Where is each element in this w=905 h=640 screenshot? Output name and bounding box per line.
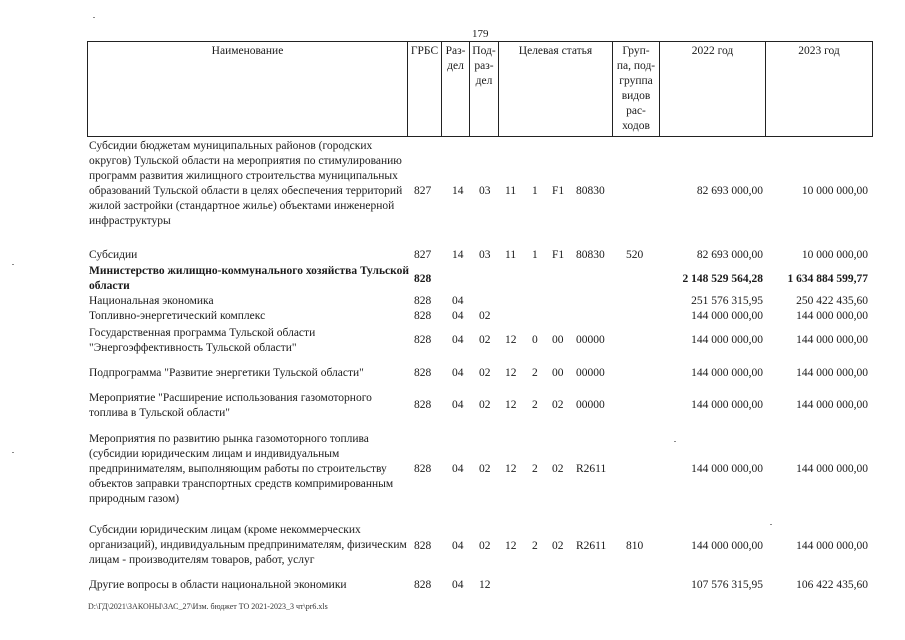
cell-2022: 144 000 000,00	[691, 399, 763, 411]
cell-2022: 144 000 000,00	[691, 367, 763, 379]
row-name: Другие вопросы в области национальной экономики	[89, 579, 347, 591]
cell-rz: 14	[452, 249, 464, 261]
cell-pr: 03	[479, 249, 491, 261]
cell-pr: 03	[479, 185, 491, 197]
cell-cs2: 1	[532, 185, 538, 197]
cell-cs2: 2	[532, 540, 538, 552]
cell-pr: 02	[479, 463, 491, 475]
scan-speck	[674, 441, 676, 442]
row-name: Субсидии юридическим лицам (кроме некоммерческих организаций), индивидуальным предпринимателям, физическим лицам - производителям товаров, работ, услуг	[89, 524, 407, 566]
page-number: 179	[472, 28, 489, 40]
cell-cs3: 02	[552, 463, 564, 475]
cell-rz: 14	[452, 185, 464, 197]
scan-speck	[770, 524, 772, 525]
cell-2023: 10 000 000,00	[801, 249, 868, 261]
header-2022: 2022 год	[691, 45, 734, 57]
cell-2022: 144 000 000,00	[691, 334, 763, 346]
cell-cs4: 00000	[576, 399, 605, 411]
cell-cs2: 0	[532, 334, 538, 346]
cell-2022: 82 693 000,00	[696, 185, 763, 197]
table-top-border	[87, 41, 873, 42]
cell-cs4: 00000	[576, 334, 605, 346]
row-name: Мероприятие "Расширение использования газомоторного топлива в Тульской области"	[89, 392, 372, 419]
scan-speck	[12, 452, 14, 453]
cell-2022: 144 000 000,00	[691, 310, 763, 322]
cell-grbs: 828	[414, 579, 432, 591]
header-2023: 2023 год	[798, 45, 840, 57]
header-expense-group: Груп- па, под- группа видов рас- ходов	[616, 45, 656, 132]
cell-2023: 1 634 884 599,77	[787, 273, 868, 285]
cell-2022: 107 576 315,95	[691, 579, 763, 591]
cell-pr: 02	[479, 310, 491, 322]
cell-grbs: 828	[414, 367, 432, 379]
cell-grbs: 827	[414, 185, 432, 197]
header-bottom-border	[87, 136, 873, 137]
cell-cs2: 2	[532, 463, 538, 475]
cell-rz: 04	[452, 463, 464, 475]
cell-cs1: 11	[505, 249, 517, 261]
cell-cs3: 00	[552, 334, 564, 346]
cell-cs3: F1	[552, 249, 565, 261]
cell-pr: 02	[479, 399, 491, 411]
row-name: Министерство жилищно-коммунального хозяйства Тульской области	[89, 265, 409, 292]
file-path-footer: D:\ГД\2021\ЗАКОНЫ\ЗАС_27\Изм. бюджет ТО 2021-2023_3 чт\pr6.xls	[88, 602, 328, 611]
cell-grbs: 828	[414, 295, 432, 307]
cell-grbs: 828	[414, 540, 432, 552]
row-name: Национальная экономика	[89, 295, 214, 307]
cell-pr: 02	[479, 334, 491, 346]
cell-2022: 2 148 529 564,28	[682, 273, 763, 285]
cell-2023: 144 000 000,00	[796, 399, 868, 411]
row-name: Мероприятия по развитию рынка газомоторного топлива (субсидии юридическим лицам и индивидуальным предпринимателям, выполняющим работы по строительству объектов заправки транспортных средств компримированным природным газом)	[89, 433, 394, 505]
cell-cs4: 80830	[576, 249, 605, 261]
cell-cs2: 2	[532, 399, 538, 411]
row-name: Топливно-энергетический комплекс	[89, 310, 266, 322]
cell-pr: 12	[479, 579, 491, 591]
cell-cs1: 12	[505, 540, 517, 552]
cell-grbs: 828	[414, 310, 432, 322]
col-border	[872, 41, 873, 137]
cell-2023: 144 000 000,00	[796, 310, 868, 322]
cell-2022: 251 576 315,95	[691, 295, 763, 307]
cell-rz: 04	[452, 310, 464, 322]
row-name: Государственная программа Тульской области "Энергоэффективность Тульской области"	[89, 327, 316, 354]
cell-cs4: R2611	[576, 540, 607, 552]
cell-rz: 04	[452, 579, 464, 591]
cell-grbs: 828	[414, 273, 432, 285]
cell-grbs: 828	[414, 399, 432, 411]
header-podrazdel: Под- раз- дел	[472, 45, 496, 87]
scan-speck	[93, 17, 95, 18]
cell-pr: 02	[479, 540, 491, 552]
cell-cs3: F1	[552, 185, 565, 197]
cell-2022: 144 000 000,00	[691, 540, 763, 552]
cell-cs3: 00	[552, 367, 564, 379]
row-name: Подпрограмма "Развитие энергетики Тульской области"	[89, 367, 364, 379]
cell-cs2: 2	[532, 367, 538, 379]
cell-cs1: 11	[505, 185, 517, 197]
header-grbs: ГРБС	[410, 45, 439, 57]
cell-cs3: 02	[552, 399, 564, 411]
header-name: Наименование	[211, 45, 284, 57]
cell-2023: 144 000 000,00	[796, 367, 868, 379]
cell-cs4: 00000	[576, 367, 605, 379]
cell-2022: 82 693 000,00	[696, 249, 763, 261]
cell-2023: 10 000 000,00	[801, 185, 868, 197]
cell-2023: 144 000 000,00	[796, 334, 868, 346]
cell-vr: 520	[626, 249, 644, 261]
cell-cs1: 12	[505, 367, 517, 379]
cell-grbs: 828	[414, 334, 432, 346]
cell-rz: 04	[452, 295, 464, 307]
header-target-article: Целевая статья	[518, 45, 593, 57]
cell-grbs: 828	[414, 463, 432, 475]
cell-cs1: 12	[505, 399, 517, 411]
row-name: Субсидии бюджетам муниципальных районов (городских округов) Тульской области на мероприятия по стимулированию программ развития жилищного строительства муниципальных образований Тульской области в целях обеспечения территорий жилой застройки (стандартное жилье) объектами инженерной инфраструктуры	[89, 140, 403, 227]
cell-cs4: R2611	[576, 463, 607, 475]
cell-rz: 04	[452, 540, 464, 552]
cell-cs1: 12	[505, 334, 517, 346]
cell-grbs: 827	[414, 249, 432, 261]
cell-cs1: 12	[505, 463, 517, 475]
scan-speck	[12, 264, 14, 265]
cell-rz: 04	[452, 367, 464, 379]
cell-rz: 04	[452, 399, 464, 411]
header-razdel: Раз- дел	[445, 45, 466, 72]
cell-cs2: 1	[532, 249, 538, 261]
cell-cs4: 80830	[576, 185, 605, 197]
cell-2023: 144 000 000,00	[796, 463, 868, 475]
cell-vr: 810	[626, 540, 644, 552]
cell-rz: 04	[452, 334, 464, 346]
cell-cs3: 02	[552, 540, 564, 552]
cell-2023: 144 000 000,00	[796, 540, 868, 552]
cell-2022: 144 000 000,00	[691, 463, 763, 475]
cell-pr: 02	[479, 367, 491, 379]
cell-2023: 250 422 435,60	[796, 295, 868, 307]
cell-2023: 106 422 435,60	[796, 579, 868, 591]
row-name: Субсидии	[89, 249, 138, 261]
